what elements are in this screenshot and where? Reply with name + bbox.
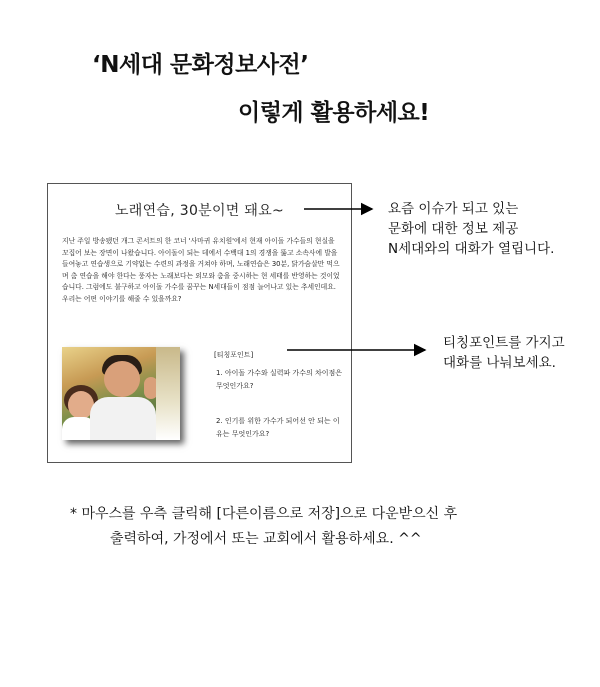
download-note-line-1: * 마우스를 우측 클릭해 [다른이름으로 저장]으로 다운받으신 후 <box>70 506 458 522</box>
worksheet-body-text: 지난 주일 방송됐던 개그 콘서트의 한 코너 '사마귀 유치원'에서 현재 아이돌 가수들의 현실을 꼬집어 보는 장면이 나왔습니다. 아이돌이 되는 데에서 수백대 1의 경쟁을 뚫고 소속사에 발을 들여놓고 연습생으로 기약없는 수련의 과정을 거쳐야 하며, 노래연습은 30분, 닭가슴살만 먹으며 춤 연습을 해야 한다는 풍자는 노래보다는 외모와 춤을 중시하는 현 세태를 반영하는 것이었습니다. 그럼에도 불구하고 아이돌 가수를 꿈꾸는 N세대들이 점점 늘어나고 있는 추세인데요. 우리는 어떤 이야기를 해줄 수 있을까요? <box>62 237 340 303</box>
worksheet-title: 노래연습, 30분이면 돼요~ <box>114 203 285 219</box>
page-title-line-1: ‘N세대 문화정보사전’ <box>92 52 309 78</box>
callout-tp-line-1: 티칭포인트를 가지고 <box>443 335 565 351</box>
callout-info <box>388 199 554 259</box>
teaching-points-heading: [티칭포인트] <box>214 351 254 359</box>
callout-info-line-2: 문화에 대한 정보 제공 <box>388 221 519 237</box>
callout-tp-line-2: 대화를 나눠보세요. <box>443 355 556 371</box>
callout-info-line-3: N세대와의 대화가 열립니다. <box>388 241 555 257</box>
teaching-point-question-1: 1. 아이돌 가수와 실력파 가수의 차이점은 무엇인가요? <box>216 369 342 390</box>
download-note-line-2: 출력하여, 가정에서 또는 교회에서 활용하세요. ^^ <box>110 531 422 547</box>
callout-info-line-1: 요즘 이슈가 되고 있는 <box>388 201 519 217</box>
teaching-point-question-2: 2. 인기를 위한 가수가 되어선 안 되는 이유는 무엇인가요? <box>216 417 340 438</box>
page-title-line-2: 이렇게 활용하세요! <box>238 100 430 126</box>
callout-teaching-points <box>443 333 565 373</box>
